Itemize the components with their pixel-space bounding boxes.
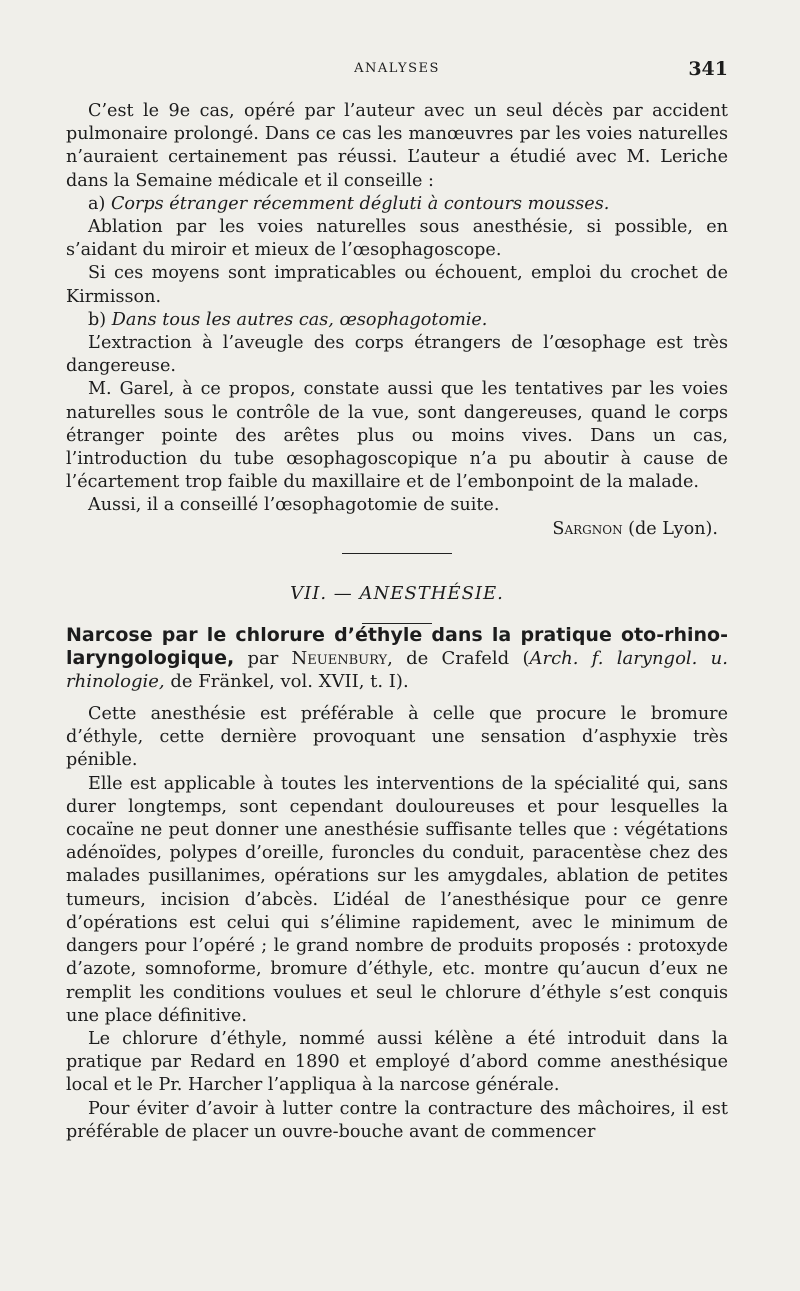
signature	[66, 518, 728, 541]
signature-place: (de Lyon).	[628, 518, 718, 539]
article-ref-open: (	[522, 648, 530, 670]
paragraph: Pour éviter d’avoir à lutter contre la contracture des mâchoires, il est préférable de placer un ouvre-bouche avant de commencer	[66, 1098, 728, 1142]
article-title	[66, 624, 728, 693]
paragraph: Aussi, il a conseillé l’œsophagotomie de suite.	[88, 495, 500, 516]
article-ref-rest: de Fränkel, vol. XVII, t. I).	[170, 671, 409, 693]
section-divider	[342, 553, 452, 554]
paragraph: Elle est applicable à toutes les interventions de la spécialité qui, sans durer longtemps, sont cependant douloureuses et pour lesquelles la cocaïne ne peut donner une anesthésie suffisante telles que : végétations adénoïdes, polypes d’oreille, furoncles du conduit, paracentèse chez des malades pusillanimes, opérations sur les amygdales, ablation de petites tumeurs, incision d’abcès. L’idéal de l’anesthésique pour ce genre d’opérations est celui qui s’élimine rapidement, avec le minimum de dangers pour l’opéré ; le grand nombre de produits proposés : protoxyde d’azote, somnoforme, bromure d’éthyle, etc. montre qu’aucun d’eux ne remplit les conditions voulues et seul le chlorure d’éthyle s’est conquis une place définitive.	[66, 773, 728, 1026]
list-item-a	[66, 193, 728, 216]
article-author: Neuenbury,	[291, 648, 393, 670]
section-heading: VII. — ANESTHÉSIE.	[290, 582, 504, 604]
paragraph: Le chlorure d’éthyle, nommé aussi kélène a été introduit dans la pratique par Redard en 1890 et employé d’abord comme anesthésique local et le Pr. Harcher l’appliqua à la narcose générale.	[66, 1028, 728, 1096]
paragraph: C’est le 9e cas, opéré par l’auteur avec un seul décès par accident pulmonaire prolongé. Dans ce cas les manœuvres par les voies naturelles n’auraient certainement pas réussi. L’auteur a étudié avec M. Leriche dans la Semaine médicale et il conseille :	[66, 101, 728, 191]
list-text: Corps étranger récemment dégluti à contours mousses.	[110, 193, 610, 214]
list-item-b	[66, 309, 728, 332]
list-label: a)	[88, 193, 106, 214]
running-title: ANALYSES	[354, 61, 440, 76]
paragraph: M. Garel, à ce propos, constate aussi que les tentatives par les voies naturelles sous le contrôle de la vue, sont dangereuses, quand le corps étranger pointe des arêtes plus ou moins vives. Dans un cas, l’introduction du tube œsophagoscopique n’a pu aboutir à cause de l’écartement trop faible du maxillaire et de l’embonpoint de la malade.	[66, 379, 728, 493]
article-journal: Arch. f. laryngol. u. rhinologie,	[66, 648, 728, 693]
list-text: Dans tous les autres cas, œsophagotomie.	[111, 309, 488, 330]
page-text	[66, 100, 728, 1144]
paragraph: Si ces moyens sont impraticables ou échouent, emploi du crochet de Kirmisson.	[66, 263, 728, 307]
running-head	[66, 58, 728, 82]
signature-name: Sargnon	[552, 518, 623, 539]
list-label: b)	[88, 309, 107, 330]
page-number: 341	[688, 58, 728, 80]
article-by: par	[247, 648, 279, 670]
paragraph: Cette anesthésie est préférable à celle que procure le bromure d’éthyle, cette dernière provoquant une sensation d’asphyxie très pénible.	[66, 704, 728, 771]
paragraph: L’extraction à l’aveugle des corps étrangers de l’œsophage est très dangereuse.	[66, 333, 728, 377]
paragraph: Ablation par les voies naturelles sous anesthésie, si possible, en s’aidant du miroir et mieux de l’œsophagoscope.	[66, 217, 728, 261]
article-title-bold: Narcose par le chlorure d’éthyle dans la pratique oto-rhino-laryngologique,	[66, 624, 728, 670]
article-place: de Crafeld	[406, 648, 510, 670]
